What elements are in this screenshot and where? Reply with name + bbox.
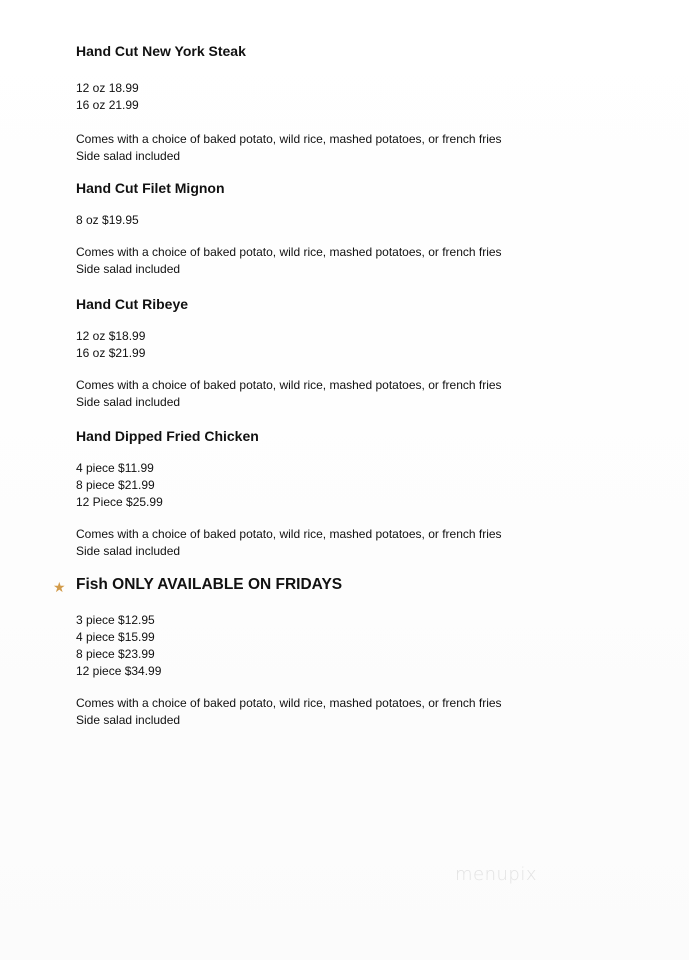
price-line: 3 piece $12.95 xyxy=(76,613,155,627)
menu-item-filet-mignon xyxy=(76,179,636,278)
price-line: 16 oz 21.99 xyxy=(76,98,139,112)
price-line: 12 Piece $25.99 xyxy=(76,495,163,509)
price-list xyxy=(76,612,636,680)
sides-note: Comes with a choice of baked potato, wild rice, mashed potatoes, or french fries xyxy=(76,378,502,392)
salad-note: Side salad included xyxy=(76,262,181,276)
item-notes xyxy=(76,131,636,165)
item-title: Fish ONLY AVAILABLE ON FRIDAYS xyxy=(76,576,343,593)
salad-note: Side salad included xyxy=(76,713,181,727)
item-title: Hand Cut New York Steak xyxy=(76,43,246,59)
item-title: Hand Cut Filet Mignon xyxy=(76,180,225,196)
price-line: 8 piece $23.99 xyxy=(76,647,155,661)
sides-note: Comes with a choice of baked potato, wild rice, mashed potatoes, or french fries xyxy=(76,245,502,259)
item-title: Hand Cut Ribeye xyxy=(76,296,189,312)
menu-item-new-york-steak xyxy=(76,42,636,165)
sides-note: Comes with a choice of baked potato, wild rice, mashed potatoes, or french fries xyxy=(76,132,502,146)
item-notes xyxy=(76,244,636,278)
salad-note: Side salad included xyxy=(76,544,181,558)
price-line: 4 piece $11.99 xyxy=(76,461,154,475)
menu-item-fish xyxy=(76,576,636,729)
salad-note: Side salad included xyxy=(76,395,181,409)
price-line: 4 piece $15.99 xyxy=(76,630,155,644)
menu-item-ribeye xyxy=(76,295,636,411)
price-line: 16 oz $21.99 xyxy=(76,346,146,360)
sides-note: Comes with a choice of baked potato, wild rice, mashed potatoes, or french fries xyxy=(76,527,502,541)
price-list xyxy=(76,460,636,511)
price-list xyxy=(76,80,636,114)
price-list xyxy=(76,328,636,362)
salad-note: Side salad included xyxy=(76,149,181,163)
price-line: 8 oz $19.95 xyxy=(76,213,139,227)
star-icon: ★ xyxy=(53,579,66,595)
item-notes xyxy=(76,695,636,729)
menu-item-fried-chicken xyxy=(76,427,636,560)
price-line: 8 piece $21.99 xyxy=(76,478,155,492)
price-line: 12 oz $18.99 xyxy=(76,329,146,343)
price-line: 12 oz 18.99 xyxy=(76,81,139,95)
item-notes xyxy=(76,377,636,411)
item-notes xyxy=(76,526,636,560)
price-line: 12 piece $34.99 xyxy=(76,664,162,678)
item-title: Hand Dipped Fried Chicken xyxy=(76,428,259,444)
menupix-watermark: menupix xyxy=(455,864,538,885)
price-list xyxy=(76,212,636,229)
sides-note: Comes with a choice of baked potato, wild rice, mashed potatoes, or french fries xyxy=(76,696,502,710)
